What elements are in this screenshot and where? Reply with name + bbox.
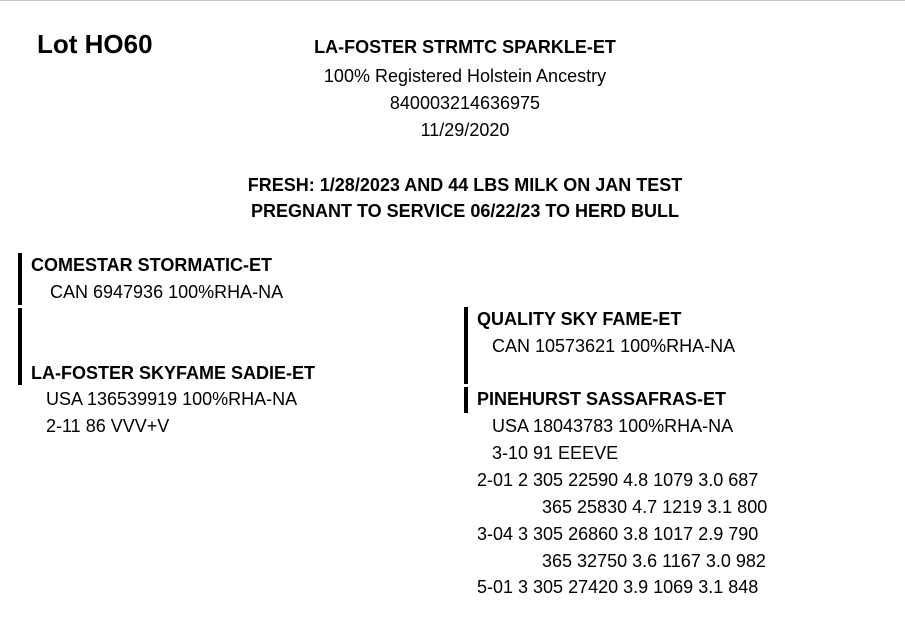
- fresh-note: FRESH: 1/28/2023 AND 44 LBS MILK ON JAN TEST: [247, 175, 683, 195]
- dam-name: LA-FOSTER SKYFAME SADIE-ET: [31, 363, 316, 383]
- dam-bracket: [18, 308, 22, 385]
- dam-registration: USA 136539919 100%RHA-NA: [46, 389, 298, 409]
- animal-name: LA-FOSTER STRMTC SPARKLE-ET: [314, 37, 616, 57]
- lot-number: Lot HO60: [37, 29, 153, 59]
- sire-name: COMESTAR STORMATIC-ET: [31, 255, 272, 275]
- dam-sire-bracket: [464, 307, 468, 384]
- sire-bracket: [18, 253, 22, 305]
- pregnancy-note: PREGNANT TO SERVICE 06/22/23 TO HERD BULL: [250, 201, 680, 221]
- dam-classification: 2-11 86 VVV+V: [46, 416, 170, 436]
- dam-sire-registration: CAN 10573621 100%RHA-NA: [492, 336, 736, 356]
- production-record: 365 32750 3.6 1167 3.0 982: [542, 551, 766, 571]
- dam-sire-name: QUALITY SKY FAME-ET: [477, 309, 682, 329]
- dam-dam-registration: USA 18043783 100%RHA-NA: [492, 416, 734, 436]
- top-border-line: [0, 0, 905, 1]
- sire-registration: CAN 6947936 100%RHA-NA: [50, 282, 284, 302]
- animal-birth-date: 11/29/2020: [420, 120, 510, 140]
- animal-id: 840003214636975: [389, 93, 541, 113]
- production-record: 5-01 3 305 27420 3.9 1069 3.1 848: [477, 577, 759, 597]
- animal-ancestry: 100% Registered Holstein Ancestry: [323, 66, 607, 86]
- production-record: 3-04 3 305 26860 3.8 1017 2.9 790: [477, 524, 759, 544]
- production-record: 365 25830 4.7 1219 3.1 800: [542, 497, 768, 517]
- dam-dam-bracket: [464, 387, 468, 413]
- production-record: 2-01 2 305 22590 4.8 1079 3.0 687: [477, 470, 759, 490]
- dam-dam-name: PINEHURST SASSAFRAS-ET: [477, 389, 727, 409]
- dam-dam-classification: 3-10 91 EEEVE: [492, 443, 619, 463]
